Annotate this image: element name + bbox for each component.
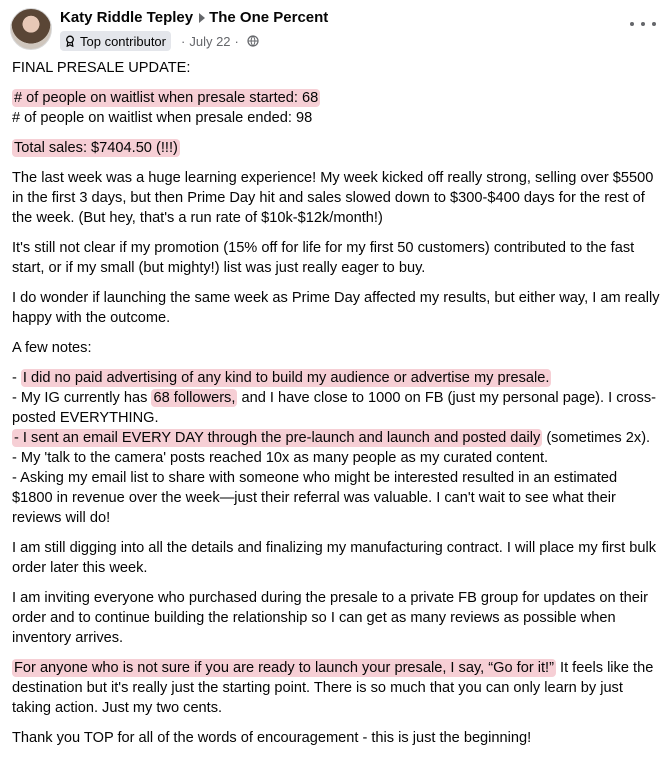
paragraph	[12, 658, 660, 718]
highlight: # of people on waitlist when presale started: 68	[14, 90, 319, 106]
highlight: For anyone who is not sure if you are ready to launch your presale, I say, “Go for it!”	[14, 660, 554, 676]
highlight: 68 followers,	[153, 390, 236, 406]
more-options-icon[interactable]	[630, 14, 656, 34]
waitlist-start-line	[12, 88, 660, 108]
paragraph: I do wonder if launching the same week as Prime Day affected my results, but either way, I am really happy with the outcome.	[12, 290, 660, 326]
post-title: FINAL PRESALE UPDATE:	[12, 60, 191, 76]
post-meta	[60, 31, 259, 51]
note-text: - Asking my email list to share with someone who might be interested resulted in an estimated $1800 in revenue over the week—just their referral was valuable. I can't wait to see what their reviews will do!	[12, 470, 618, 526]
group-name[interactable]: The One Percent	[209, 9, 329, 26]
badge-label: Top contributor	[80, 33, 166, 49]
total-sales-line	[12, 138, 660, 158]
paragraph: It's still not clear if my promotion (15% off for life for my first 50 customers) contributed to the fast start, or if my small (but mighty!) list was just really eager to buy.	[12, 240, 635, 276]
post-date[interactable]: July 22	[189, 33, 231, 49]
highlight: - I sent an email EVERY DAY through the pre-launch and launch and posted daily	[14, 430, 541, 446]
top-contributor-badge[interactable]	[60, 31, 171, 51]
note-text: (sometimes 2x).	[542, 430, 651, 446]
contributor-badge-icon	[64, 35, 76, 47]
highlight: Total sales: $7404.50 (!!!)	[14, 140, 178, 156]
meta-separator: ·	[181, 33, 186, 49]
post-body	[12, 58, 660, 758]
paragraph: I am still digging into all the details and finalizing my manufacturing contract. I will place my first bulk order later this week.	[12, 540, 657, 576]
author-name[interactable]: Katy Riddle Tepley	[60, 9, 194, 26]
paragraph: I am inviting everyone who purchased during the presale to a private FB group for updates on their order and to continue building the relationship so I can get as many reviews as possible when inventory arrives.	[12, 590, 649, 646]
note-text: - My 'talk to the camera' posts reached 10x as many people as my curated content.	[12, 450, 549, 466]
avatar[interactable]	[10, 8, 52, 50]
post-header	[10, 6, 662, 54]
waitlist-end-line: # of people on waitlist when presale ended: 98	[12, 110, 313, 126]
highlight: I did no paid advertising of any kind to build my audience or advertise my presale.	[22, 370, 550, 386]
author-line	[60, 9, 328, 26]
note-prefix: -	[12, 370, 21, 386]
paragraph: Thank you TOP for all of the words of encouragement - this is just the beginning!	[12, 730, 532, 746]
notes-list	[12, 368, 660, 528]
paragraph: The last week was a huge learning experience! My week kicked off really strong, selling over $5500 in the first 3 days, but then Prime Day hit and sales slowed down to $300-$400 days for the rest of the week. (But hey, that's a run rate of $10k-$12k/month!)	[12, 170, 654, 226]
notes-heading: A few notes:	[12, 340, 92, 356]
note-text: - My IG currently has	[12, 390, 152, 406]
note-text: and I have close to 1000 on FB (just my personal page). I cross-posted EVERYTHING.	[12, 390, 656, 426]
paragraph-text: It feels like the destination but it's really just the starting point. There is so much that you can only learn by just taking action. Just my two cents.	[12, 660, 654, 716]
globe-icon[interactable]	[247, 35, 259, 47]
meta-separator: ·	[234, 33, 239, 49]
caret-right-icon	[199, 13, 205, 23]
